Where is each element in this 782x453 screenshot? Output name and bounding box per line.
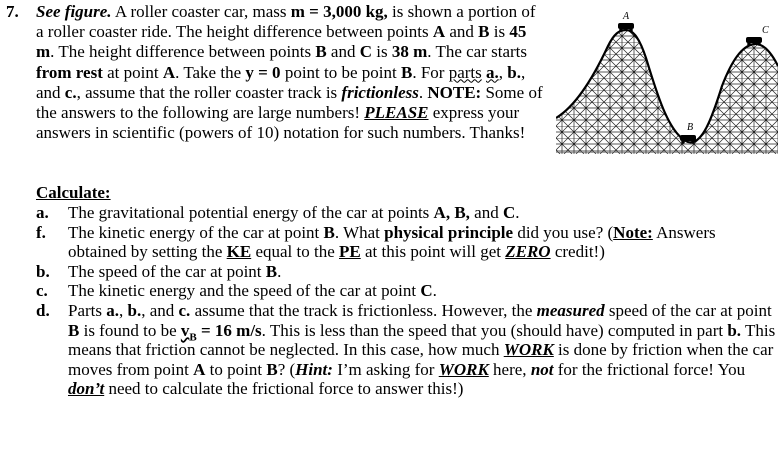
- points-abc: A, B,: [433, 203, 470, 222]
- part-ref-c: c.: [178, 300, 191, 320]
- intro-text: is shown a portion of a roller coaster ride. The height difference between points: [36, 2, 536, 42]
- zero-term: ZERO: [505, 242, 551, 262]
- point-b: B: [315, 42, 327, 62]
- part-text: The kinetic energy of the car at point: [68, 222, 324, 242]
- ke-term: KE: [226, 242, 252, 262]
- part-text: The speed of the car at point: [68, 261, 266, 281]
- part-ref-a: a.: [106, 300, 119, 320]
- part-text: for the frictional force! You: [553, 359, 746, 379]
- intro-text: point to be point: [280, 62, 401, 82]
- intro-text: and: [445, 22, 479, 42]
- part-b: [36, 262, 778, 282]
- intro-text: . The car starts: [427, 42, 528, 62]
- hint-label: Hint:: [295, 359, 333, 379]
- part-text: The kinetic energy and the speed of the car at point: [68, 281, 421, 301]
- question-number: 7.: [6, 2, 19, 21]
- from-rest: from rest: [36, 62, 103, 82]
- note-label: Note:: [613, 222, 653, 242]
- mass-value: m = 3,000 kg,: [290, 2, 388, 21]
- pe-term: PE: [339, 242, 361, 262]
- part-text: speed of the car at point: [604, 300, 772, 320]
- part-d: [36, 301, 778, 399]
- question-intro: [36, 2, 546, 143]
- part-label: a.: [36, 203, 49, 222]
- work-term: WORK: [438, 359, 489, 379]
- intro-text: express your answers in scientific (powers of 10) notation for such numbers. Thanks!: [36, 103, 526, 143]
- part-ref-b: b.: [127, 300, 142, 320]
- part-text: is done by friction when the car moves from point: [68, 340, 774, 379]
- part-text: ,: [119, 300, 128, 320]
- intro-text: ,: [498, 62, 508, 82]
- part-text: The gravitational potential energy of the car at points: [68, 203, 434, 222]
- point-b: B: [68, 320, 80, 340]
- part-text: Parts: [68, 300, 107, 320]
- parts-word: parts: [448, 62, 482, 82]
- part-text: equal to the: [251, 242, 340, 262]
- part-text: .: [277, 261, 282, 281]
- see-figure: See figure.: [36, 2, 112, 21]
- velocity-symbol: v: [180, 320, 190, 340]
- point-a: A: [162, 62, 176, 82]
- dont-word: don’t: [68, 379, 105, 399]
- point-a: A: [432, 22, 446, 42]
- intro-text: . The height difference between points: [50, 42, 316, 62]
- velocity-subscript: B: [189, 330, 197, 343]
- intro-text: and: [326, 42, 360, 62]
- label-a: A: [623, 11, 630, 22]
- intro-text: is: [489, 22, 510, 42]
- part-ref-b: b.: [507, 62, 521, 82]
- part-ref-b: b.: [727, 320, 742, 340]
- part-text: to point: [205, 359, 267, 379]
- part-text: . This is less than the speed that you (should have) computed in part: [261, 320, 728, 340]
- label-c: C: [762, 25, 769, 36]
- intro-text: .: [418, 82, 428, 102]
- intro-text: . Take the: [175, 62, 246, 82]
- velocity-value: = 16 m/s: [196, 320, 262, 340]
- velocity-b: [180, 320, 197, 343]
- intro-text: at point: [102, 62, 163, 82]
- physical-principle: physical principle: [384, 222, 514, 242]
- height-bc: 38 m: [391, 42, 428, 62]
- part-text: did you use? (: [513, 222, 614, 242]
- part-text: . What: [334, 222, 385, 242]
- note-label: NOTE:: [427, 82, 482, 102]
- intro-text: A roller coaster car, mass: [111, 2, 291, 21]
- part-label: f.: [36, 222, 46, 242]
- part-text: here,: [488, 359, 531, 379]
- point-c: C: [359, 42, 372, 62]
- frictionless: frictionless: [341, 82, 419, 102]
- point-b: B: [400, 62, 413, 82]
- part-text: is found to be: [79, 320, 181, 340]
- part-text: .: [515, 203, 520, 222]
- point-c: C: [420, 281, 433, 301]
- part-text: credit!): [550, 242, 605, 262]
- point-a: A: [193, 359, 206, 379]
- part-text: This means that friction cannot be neglected. In this case, how much: [68, 320, 776, 360]
- part-f: [36, 223, 778, 262]
- calculate-heading: Calculate:: [36, 183, 111, 202]
- part-text: assume that the track is frictionless. However, the: [190, 300, 537, 320]
- point-c: C: [502, 203, 516, 222]
- part-label: c.: [36, 281, 48, 301]
- part-text: ? (: [277, 359, 296, 379]
- roller-coaster-figure: [556, 6, 778, 154]
- not-word: not: [530, 359, 554, 379]
- y-zero: y = 0: [245, 62, 281, 82]
- intro-text: Some of the answers to the following are large numbers!: [36, 82, 543, 123]
- point-b: B: [478, 22, 490, 42]
- point-b: B: [323, 222, 335, 242]
- part-ref-c: c.: [64, 82, 77, 102]
- part-ref-a: a.: [486, 62, 499, 82]
- measured-word: measured: [536, 300, 605, 320]
- part-text: Answers obtained by setting the: [68, 222, 716, 262]
- intro-text: , assume that the roller coaster track is: [76, 82, 342, 102]
- point-b: B: [265, 261, 278, 281]
- label-b: B: [687, 122, 694, 133]
- point-b: B: [266, 359, 278, 379]
- part-label: d.: [36, 300, 50, 320]
- part-c: [36, 281, 778, 301]
- part-a: [36, 203, 778, 223]
- intro-text: . For: [412, 62, 449, 82]
- part-text: , and: [141, 300, 179, 320]
- parts-list: [36, 203, 778, 399]
- part-text: and: [469, 203, 503, 222]
- part-text: .: [432, 281, 437, 301]
- part-label: b.: [36, 261, 50, 281]
- part-text: need to calculate the frictional force to answer this!): [104, 379, 464, 399]
- intro-text: , and: [36, 62, 526, 102]
- work-term: WORK: [503, 340, 554, 360]
- intro-text: is: [372, 42, 392, 62]
- height-ab: 45 m: [36, 22, 527, 62]
- part-text: at this point will get: [360, 242, 506, 262]
- please: PLEASE: [364, 103, 429, 123]
- part-text: I’m asking for: [332, 359, 439, 379]
